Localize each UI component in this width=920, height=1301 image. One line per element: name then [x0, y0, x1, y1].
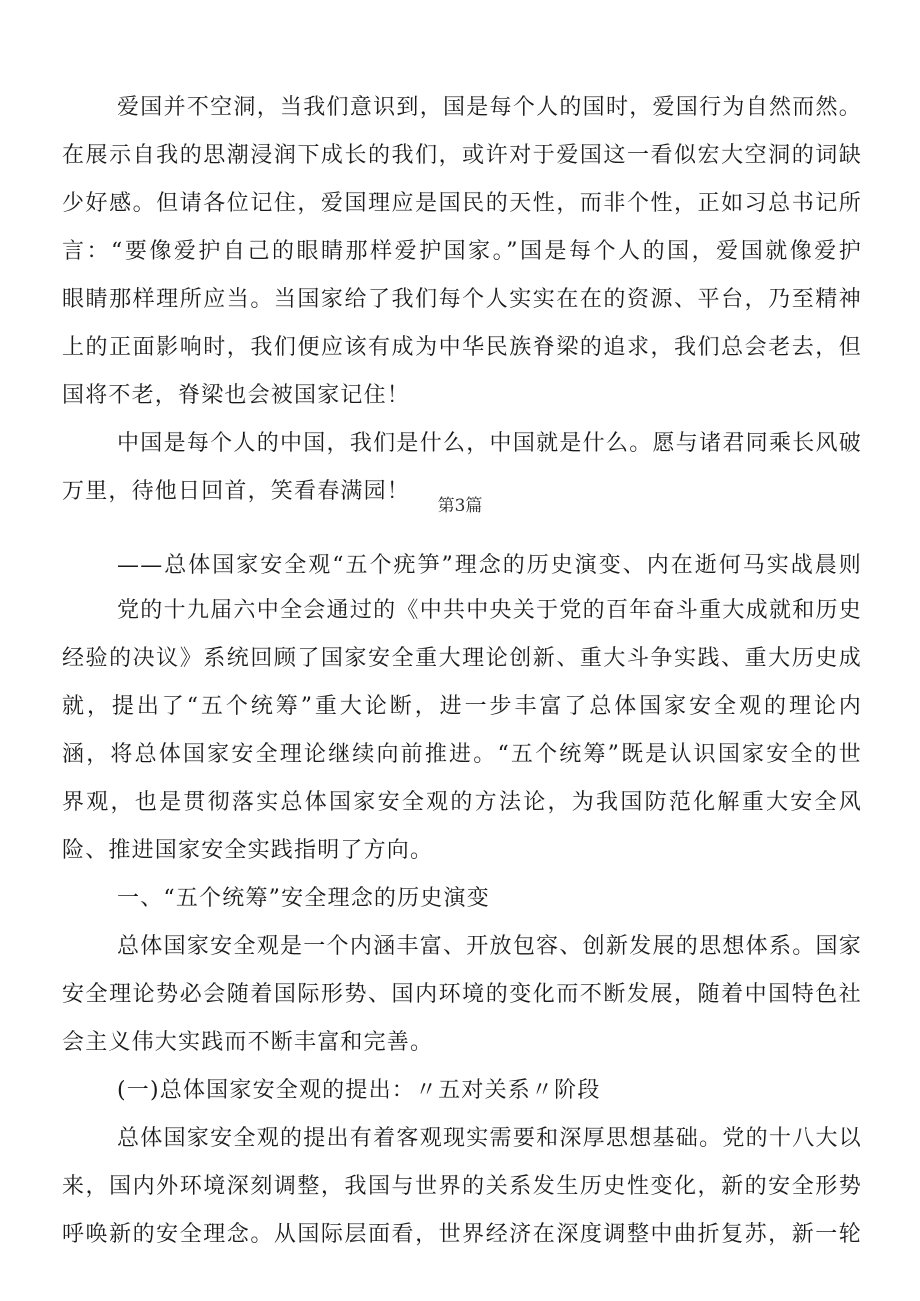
text-line: 界观，也是贯彻落实总体国家安全观的方法论，为我国防范化解重大安全风 — [62, 790, 862, 815]
section-heading: 第3篇 — [437, 496, 483, 516]
text-line: 万里，待他日回首，笑看春满园！ — [62, 479, 411, 504]
text-line: 国将不老，脊梁也会被国家记住！ — [62, 383, 411, 408]
text-line: 就，提出了“五个统筹”重大论断，进一步丰富了总体国家安全观的理论内 — [62, 694, 862, 719]
text-line: 安全理论势必会随着国际形势、国内环境的变化而不断发展，随着中国特色社 — [62, 982, 862, 1007]
text-line: 呼唤新的安全理念。从国际层面看，世界经济在深度调整中曲折复苏，新一轮 — [62, 1222, 862, 1247]
text-line: 总体国家安全观是一个内涵丰富、开放包容、创新发展的思想体系。国家 — [117, 934, 862, 959]
subtitle-line: ——总体国家安全观“五个疣笋”理念的历史演变、内在逝何马实战晨则 — [117, 553, 862, 578]
text-line: 爱国并不空洞，当我们意识到，国是每个人的国时，爱国行为自然而然。 — [117, 95, 862, 120]
subheading-line: (一)总体国家安全观的提出：〃五对关系〃阶段 — [117, 1078, 601, 1103]
text-line: 会主义伟大实践而不断丰富和完善。 — [62, 1030, 434, 1055]
text-line: 来，国内外环境深刻调整，我国与世界的关系发生历史性变化，新的安全形势 — [62, 1174, 862, 1199]
text-line: 总体国家安全观的提出有着客观现实需要和深厚思想基础。党的十八大以 — [117, 1126, 862, 1151]
text-line: 言：“要像爱护自己的眼睛那样爱护国家。”国是每个人的国，爱国就像爱护 — [62, 239, 862, 264]
text-line: 涵，将总体国家安全理论继续向前推进。“五个统筹”既是认识国家安全的世 — [62, 742, 862, 767]
text-line: 中国是每个人的中国，我们是什么，中国就是什么。愿与诸君同乘长风破 — [117, 431, 862, 456]
text-line: 上的正面影响时，我们便应该有成为中华民族脊梁的追求，我们总会老去，但 — [62, 335, 862, 360]
subheading-line: 一、“五个统筹”安全理念的历史演变 — [117, 886, 490, 911]
text-line: 党的十九届六中全会通过的《中共中央关于党的百年奋斗重大成就和历史 — [117, 598, 862, 623]
text-line: 在展示自我的思潮浸润下成长的我们，或许对于爱国这一看似宏大空洞的词缺 — [62, 143, 862, 168]
text-line: 少好感。但请各位记住，爱国理应是国民的天性，而非个性，正如习总书记所 — [62, 191, 862, 216]
text-line: 经验的决议》系统回顾了国家安全重大理论创新、重大斗争实践、重大历史成 — [62, 646, 862, 671]
text-line: 险、推进国家安全实践指明了方向。 — [62, 838, 434, 863]
text-line: 眼睛那样理所应当。当国家给了我们每个人实实在在的资源、平台，乃至精神 — [62, 287, 862, 312]
